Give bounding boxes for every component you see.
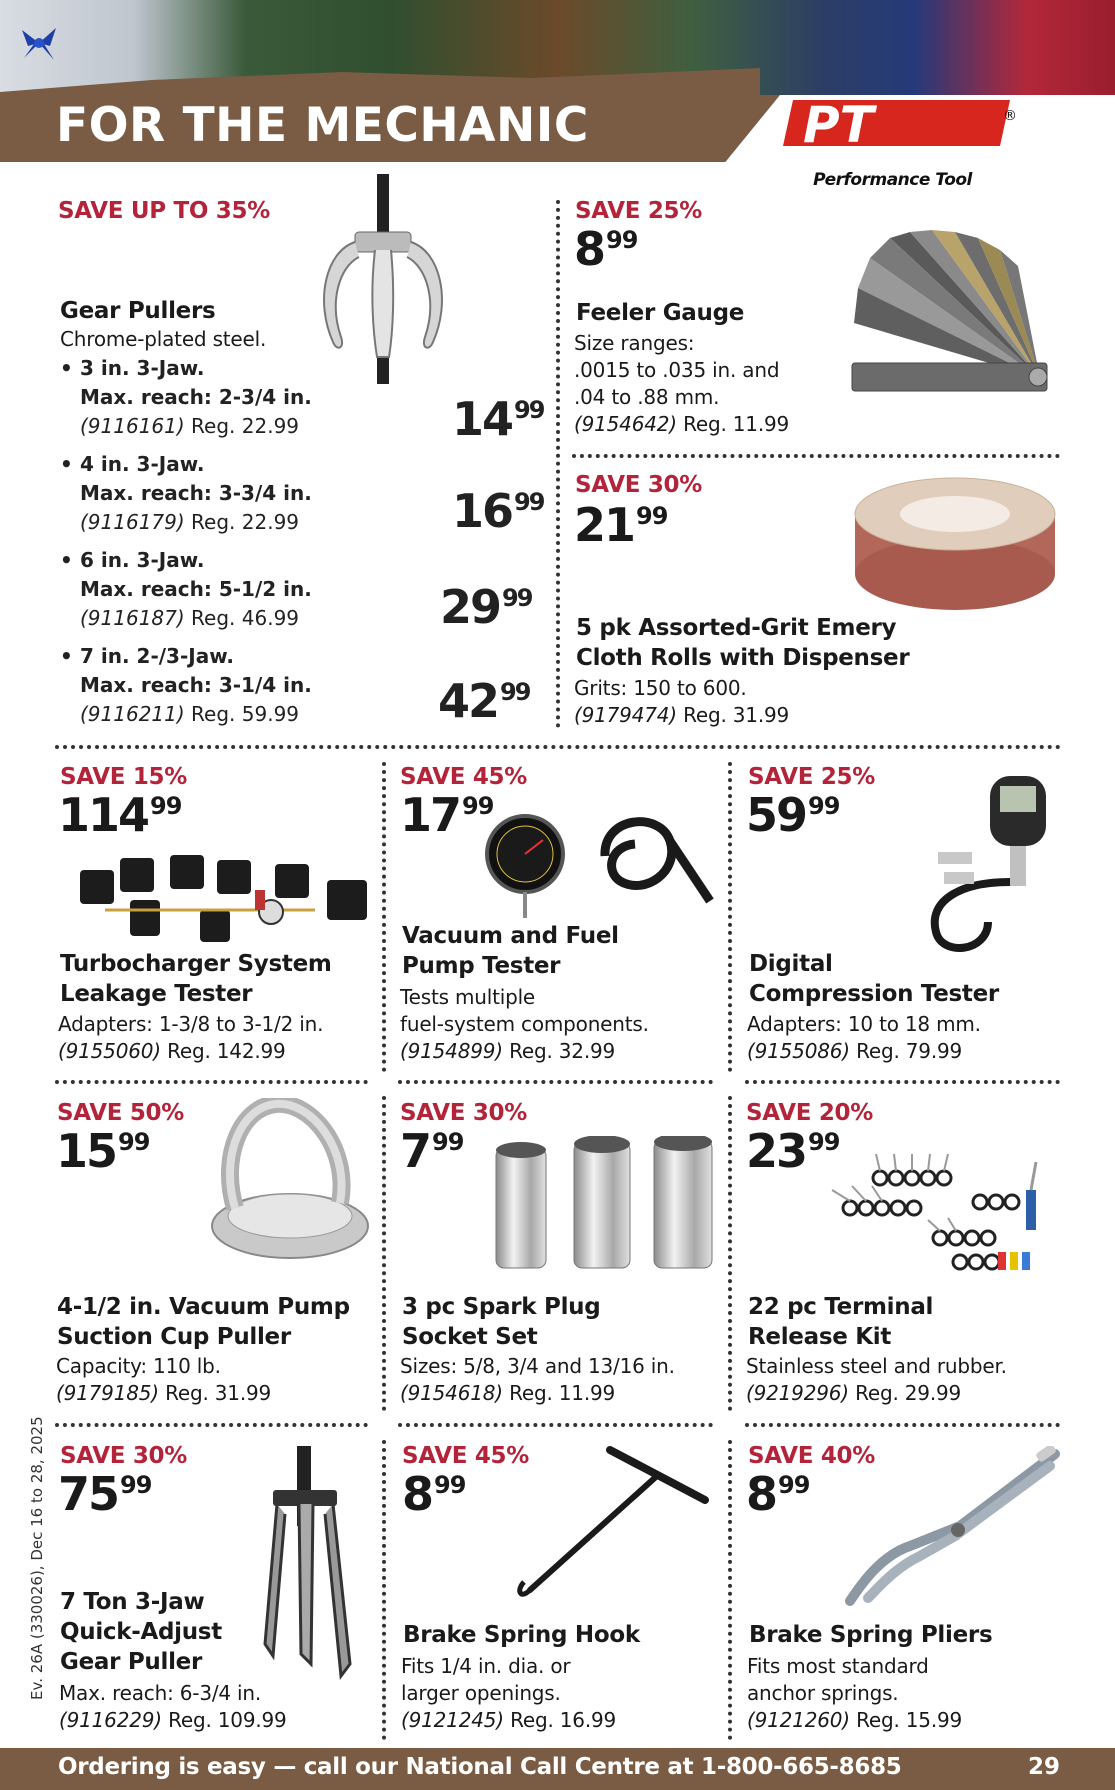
price-dollars: 16	[452, 484, 513, 538]
item-name: 3 in. 3-Jaw.	[80, 356, 205, 380]
item-name: 6 in. 3-Jaw.	[80, 548, 205, 572]
item-reg: Reg. 15.99	[856, 1708, 963, 1732]
divider	[572, 454, 1060, 458]
terminal-kit-save: SAVE 20%	[746, 1100, 873, 1126]
title-line: 22 pc Terminal	[748, 1294, 934, 1320]
desc-line: Fits 1/4 in. dia. or	[401, 1654, 571, 1678]
divider	[728, 1440, 732, 1740]
pt-logo-mark	[775, 98, 1025, 173]
item-sku-line	[80, 700, 299, 729]
price-dollars: 75	[58, 1467, 119, 1521]
divider	[745, 1080, 1060, 1084]
desc-line: fuel-system components.	[400, 1012, 649, 1036]
price-cents: 99	[432, 1128, 464, 1156]
sku-line	[746, 1380, 1007, 1407]
emery-cloth-title	[576, 613, 909, 673]
item-sku: (9116179)	[80, 510, 185, 534]
title-line: Cloth Rolls with Dispenser	[576, 645, 910, 671]
item-reg: Reg. 59.99	[191, 702, 300, 726]
vacuum-tester-price	[400, 788, 494, 842]
price-dollars: 114	[58, 788, 149, 842]
divider	[745, 1423, 1060, 1427]
sku-line	[400, 1380, 675, 1407]
divider	[556, 200, 560, 728]
desc-line: Fits most standard	[747, 1654, 929, 1678]
sku-line	[401, 1707, 616, 1734]
item-sku: (9116187)	[80, 606, 185, 630]
divider	[728, 762, 732, 1072]
sku-line	[59, 1707, 287, 1734]
sku-line	[747, 1038, 981, 1065]
title-line: Vacuum and Fuel	[402, 923, 619, 949]
brake-hook-desc	[401, 1653, 616, 1734]
item-sku-line	[80, 412, 299, 441]
compression-tester-image	[918, 772, 1063, 962]
desc-line: Sizes: 5/8, 3/4 and 13/16 in.	[400, 1354, 675, 1378]
item-sku: (9155060)	[58, 1039, 161, 1063]
desc-line: anchor springs.	[747, 1681, 899, 1705]
item-sku: (9154618)	[400, 1381, 503, 1405]
divider	[55, 1080, 368, 1084]
quick-puller-title	[60, 1587, 222, 1677]
turbo-tester-price	[58, 788, 182, 842]
price-dollars: 8	[402, 1467, 433, 1521]
compression-tester-title	[749, 949, 999, 1009]
quick-puller-save: SAVE 30%	[60, 1443, 187, 1469]
vacuum-tester-image	[485, 806, 715, 926]
divider	[398, 1423, 713, 1427]
sku-line	[574, 702, 789, 729]
price-cents: 99	[462, 792, 494, 820]
item-reg: Reg. 22.99	[191, 510, 300, 534]
quick-puller-desc	[59, 1680, 287, 1734]
suction-cup-title	[57, 1292, 350, 1352]
feeler-gauge-price	[574, 222, 638, 276]
item-name: 4 in. 3-Jaw.	[80, 452, 205, 476]
spark-socket-desc	[400, 1353, 675, 1407]
brake-spring-hook-image	[510, 1440, 715, 1610]
price-dollars: 8	[746, 1467, 777, 1521]
price-cents: 99	[514, 488, 544, 516]
item-reach: Max. reach: 5-1/2 in.	[80, 577, 312, 601]
price-dollars: 59	[746, 788, 807, 842]
item-sku: (9154899)	[400, 1039, 503, 1063]
title-line: 3 pc Spark Plug	[402, 1294, 601, 1320]
divider	[55, 1423, 368, 1427]
title-line: Socket Set	[402, 1324, 538, 1350]
desc-line: larger openings.	[401, 1681, 561, 1705]
divider	[382, 762, 386, 1072]
item-reg: Reg. 142.99	[167, 1039, 286, 1063]
list-item	[60, 546, 540, 642]
turbo-tester-desc	[58, 1011, 323, 1065]
suction-cup-price	[56, 1124, 150, 1178]
performance-tool-logo	[775, 98, 1025, 193]
item-price	[452, 392, 544, 446]
title-line: Brake Spring Pliers	[749, 1622, 993, 1648]
vacuum-tester-save: SAVE 45%	[400, 764, 527, 790]
price-dollars: 21	[574, 498, 635, 552]
sku-line	[747, 1707, 962, 1734]
item-price	[440, 580, 532, 634]
item-sku: (9121245)	[401, 1708, 504, 1732]
desc-line: Size ranges:	[574, 331, 695, 355]
bullet: •	[60, 452, 73, 476]
logo-registered-mark: ®	[1003, 108, 1017, 124]
divider	[728, 1096, 732, 1411]
footer-bar	[0, 1748, 1115, 1790]
compression-tester-price	[746, 788, 840, 842]
price-dollars: 8	[574, 222, 605, 276]
spark-socket-price	[400, 1124, 464, 1178]
spark-socket-title	[402, 1292, 600, 1352]
bullet: •	[60, 548, 73, 572]
brake-hook-title	[403, 1620, 640, 1650]
title-line: Gear Puller	[60, 1649, 202, 1675]
price-cents: 99	[118, 1128, 150, 1156]
item-sku: (9219296)	[746, 1381, 849, 1405]
item-reg: Reg. 31.99	[683, 703, 790, 727]
bullet: •	[60, 644, 73, 668]
gear-pullers-list	[60, 354, 544, 738]
item-reg: Reg. 16.99	[510, 1708, 617, 1732]
desc-line: .04 to .88 mm.	[574, 385, 720, 409]
item-sku: (9179185)	[56, 1381, 159, 1405]
price-dollars: 42	[438, 674, 499, 728]
item-name: 7 in. 2-/3-Jaw.	[80, 644, 235, 668]
item-reach: Max. reach: 3-1/4 in.	[80, 673, 312, 697]
desc-line: .0015 to .035 in. and	[574, 358, 780, 382]
title-line: Release Kit	[748, 1324, 892, 1350]
spark-socket-save: SAVE 30%	[400, 1100, 527, 1126]
gear-pullers-title: Gear Pullers	[60, 298, 216, 324]
emery-cloth-desc	[574, 675, 789, 729]
price-cents: 99	[514, 396, 544, 424]
item-reg: Reg. 22.99	[191, 414, 300, 438]
sku-line	[574, 411, 789, 438]
title-line: 5 pk Assorted-Grit Emery	[576, 615, 897, 641]
brake-pliers-save: SAVE 40%	[748, 1443, 875, 1469]
item-price	[452, 484, 544, 538]
price-cents: 99	[808, 792, 840, 820]
divider	[398, 1080, 713, 1084]
price-cents: 99	[778, 1471, 810, 1499]
title-line: Leakage Tester	[60, 981, 253, 1007]
desc-line: Grits: 150 to 600.	[574, 676, 747, 700]
item-sku: (9154642)	[574, 412, 677, 436]
suction-cup-desc	[56, 1353, 271, 1407]
gear-pullers-desc: Chrome-plated steel.	[60, 327, 267, 351]
brake-pliers-price	[746, 1467, 810, 1521]
title-line: Suction Cup Puller	[57, 1324, 291, 1350]
item-price	[438, 674, 530, 728]
desc-line: Adapters: 10 to 18 mm.	[747, 1012, 981, 1036]
price-dollars: 29	[440, 580, 501, 634]
item-reg: Reg. 31.99	[165, 1381, 272, 1405]
turbo-tester-save: SAVE 15%	[60, 764, 187, 790]
page-title: FOR THE MECHANIC	[56, 98, 589, 153]
call-centre-text: Ordering is easy — call our National Call Centre at 1-800-665-8685	[58, 1754, 902, 1780]
feeler-gauge-desc	[574, 330, 789, 438]
item-reg: Reg. 46.99	[191, 606, 300, 630]
price-dollars: 7	[400, 1124, 431, 1178]
item-sku: (9116211)	[80, 702, 185, 726]
brake-spring-pliers-image	[840, 1446, 1065, 1606]
title-line: Digital	[749, 951, 833, 977]
item-sku: (9116161)	[80, 414, 185, 438]
event-date-note: Ev. 26A (330026), Dec 16 to 28, 2025	[28, 1416, 46, 1700]
desc-line: Max. reach: 6-3/4 in.	[59, 1681, 262, 1705]
item-sku-line	[80, 604, 299, 633]
price-cents: 99	[434, 1471, 466, 1499]
item-reg: Reg. 29.99	[855, 1381, 962, 1405]
item-reg: Reg. 11.99	[683, 412, 790, 436]
bullet: •	[60, 356, 73, 380]
item-reg: Reg. 11.99	[509, 1381, 616, 1405]
suction-cup-image	[200, 1098, 370, 1268]
item-reg: Reg. 109.99	[168, 1708, 287, 1732]
page-number: 29	[1027, 1754, 1060, 1780]
price-cents: 99	[502, 584, 532, 612]
list-item	[60, 642, 540, 738]
item-reach: Max. reach: 3-3/4 in.	[80, 481, 312, 505]
desc-line: Capacity: 110 lb.	[56, 1354, 221, 1378]
list-item	[60, 354, 544, 450]
logo-letters: PT	[803, 98, 874, 154]
brake-hook-save: SAVE 45%	[402, 1443, 529, 1469]
divider	[382, 1440, 386, 1740]
price-dollars: 15	[56, 1124, 117, 1178]
title-line: 7 Ton 3-Jaw	[60, 1589, 205, 1615]
suction-cup-save: SAVE 50%	[57, 1100, 184, 1126]
title-line: Brake Spring Hook	[403, 1622, 640, 1648]
list-item	[60, 450, 544, 546]
price-cents: 99	[500, 678, 530, 706]
emery-cloth-price	[574, 498, 668, 552]
brake-pliers-title	[749, 1620, 992, 1650]
item-reg: Reg. 32.99	[509, 1039, 616, 1063]
item-sku: (9116229)	[59, 1708, 162, 1732]
turbo-tester-image	[75, 850, 375, 950]
compression-tester-desc	[747, 1011, 981, 1065]
price-cents: 99	[636, 502, 668, 530]
turbo-tester-title	[60, 949, 332, 1009]
brake-hook-price	[402, 1467, 466, 1521]
vacuum-tester-desc	[400, 984, 649, 1065]
price-dollars: 14	[452, 392, 513, 446]
vacuum-tester-title	[402, 921, 619, 981]
title-line: 4-1/2 in. Vacuum Pump	[57, 1294, 350, 1320]
compression-tester-save: SAVE 25%	[748, 764, 875, 790]
gear-pullers-save: SAVE UP TO 35%	[58, 198, 270, 224]
desc-line: Adapters: 1-3/8 to 3-1/2 in.	[58, 1012, 324, 1036]
gift-bow-icon	[18, 22, 60, 64]
sku-line	[56, 1380, 271, 1407]
spark-socket-set-image	[490, 1136, 715, 1276]
price-dollars: 17	[400, 788, 461, 842]
item-sku: (9179474)	[574, 703, 677, 727]
price-dollars: 23	[746, 1124, 807, 1178]
sku-line	[58, 1038, 323, 1065]
divider	[55, 745, 1061, 749]
item-reg: Reg. 79.99	[856, 1039, 963, 1063]
feeler-gauge-save: SAVE 25%	[575, 198, 702, 224]
quick-adjust-puller-image	[255, 1444, 370, 1694]
price-cents: 99	[120, 1471, 152, 1499]
terminal-kit-title	[748, 1292, 933, 1352]
title-line: Pump Tester	[402, 953, 561, 979]
divider	[382, 1096, 386, 1411]
title-line: Compression Tester	[749, 981, 999, 1007]
sku-line	[400, 1038, 649, 1065]
item-sku-line	[80, 508, 299, 537]
terminal-release-kit-image	[820, 1150, 1060, 1280]
price-cents: 99	[606, 226, 638, 254]
price-cents: 99	[808, 1128, 840, 1156]
title-line: Turbocharger System	[60, 951, 332, 977]
feeler-gauge-title: Feeler Gauge	[576, 300, 745, 326]
emery-cloth-save: SAVE 30%	[575, 472, 702, 498]
logo-name: Performance Tool	[813, 170, 972, 190]
feeler-gauge-image	[850, 228, 1060, 403]
desc-line: Tests multiple	[400, 985, 536, 1009]
terminal-kit-desc	[746, 1353, 1007, 1407]
price-cents: 99	[150, 792, 182, 820]
brake-pliers-desc	[747, 1653, 962, 1734]
title-line: Quick-Adjust	[60, 1619, 222, 1645]
item-sku: (9155086)	[747, 1039, 850, 1063]
item-sku: (9121260)	[747, 1708, 850, 1732]
emery-cloth-roll-image	[850, 474, 1060, 614]
desc-line: Stainless steel and rubber.	[746, 1354, 1007, 1378]
quick-puller-price	[58, 1467, 152, 1521]
item-reach: Max. reach: 2-3/4 in.	[80, 385, 312, 409]
